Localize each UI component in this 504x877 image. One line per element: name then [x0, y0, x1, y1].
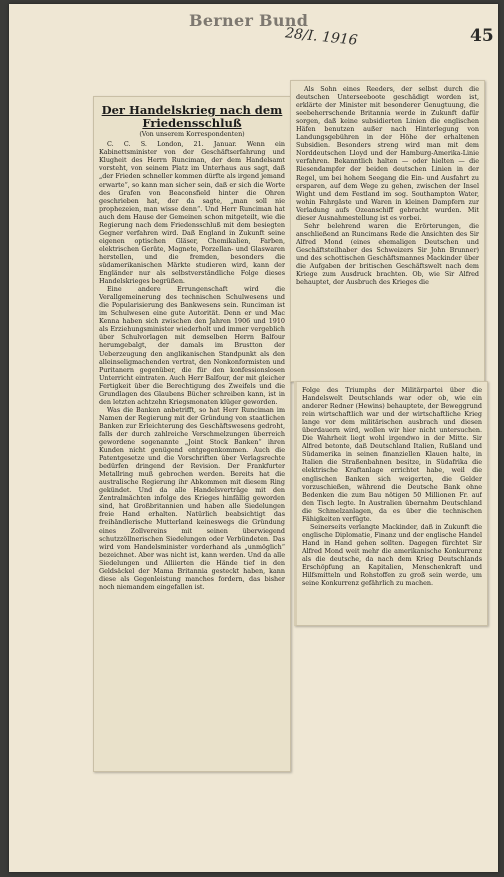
paragraph: Seinerseits verlangte Mackinder, daß in Zukunft die englische Diplomatie, Finanz und der englische Handel Hand in Hand gehen sollten. Dagegen fürchtet Sir Alfred Mond weit mehr die amerikanische Konkurrenz als die deutsche, da nach dem Krieg Deutschlands Erschöpfung an Kapitalien, Menschenkraft und Hilfsmitteln und Rohstoffen zu groß sein werde, um seine Konkurrenz gefährlich zu machen. [302, 522, 482, 588]
paragraph: C. C. S. London, 21. Januar. Wenn ein Kabinettsminister von der Geschäftserfahrung und Klugheit des Herrn Runciman, der dem Handelsamt vorsteht, von seinem Platz im Unterhaus aus sagt, daß „der Frieden schneller kommen dürfte als irgend jemand erwarte“, so kann man sicher sein, daß er sich die Worte des Grafen von Beaconsfield hinter die Ohren geschrieben hat, der da sagte, „man soll nie prophezeien, man wisse denn“. Und Herr Runciman hat auch dem Hause der Gemeinen schon mitgeteilt, wie die Regierung nach dem Friedensschluß mit dem besiegten Gegner verfahren wird. Daß England in Zukunft seine eigenen optischen Gläser, Chemikalien, Farben, elektrischen Geräte, Magnete, Porzellan- und Glaswaren herstellen, und die fremden, besonders die südamerikanischen Märkte studieren wird, kann der Engländer nur als selbstverständliche Folge dieses Handelskrieges begrüßen. [99, 140, 285, 286]
paragraph: Sehr belehrend waren die Erörterungen, die anschließend an Runcimans Rede die Ansichten des Sir Alfred Mond (eines ehemaligen Deutschen und Geschäftsteilhaber des Schweizers Sir John Brunner) und des schottischen Geschäftsmannes Mackinder über die Aufgaben der britischen Geschäftswelt nach dem Kriege zum Ausdruck brachten. Ob, wie Sir Alfred behauptet, der Ausbruch des Krieges die [296, 221, 479, 287]
article-title [99, 104, 285, 129]
clipping-left-column [93, 96, 291, 772]
article-byline: (Von unserem Korrespondenten) [139, 130, 245, 139]
article-column-3 [302, 386, 482, 622]
paragraph: Was die Banken anbetrifft, so hat Herr Runciman im Namen der Regierung mit der Gründung von staatlichen Banken zur Erleichterung des Geschäftswesens gedroht, falls der durch zahlreiche Verschmelzungen überreich gewordene sogenannte „Joint Stock Banken“ ihren Kunden nicht genügend entgegenkommen. Auch die Patentgesetze und die Vorschriften über Verlagsrechte bedürfen dringend der Revision. Der Frankfurter Metallring muß gebrochen werden. Bereits hat die australische Regierung ihr Abkommen mit diesem Ring gekündet. Und da alle Handelsverträge mit den Zentralmächten infolge des Krieges hinfällig geworden sind, hat Großbritannien und haben alle Siedelungen freie Hand erhalten. Natürlich beabsichtigt das freihändlerische Mutterland keineswegs die Gründung eines Zollvereins mit seinen überwiegend schutzzöllnerischen Siedelungen oder Verbündeten. Das wird vom Handelsminister vorderhand als „unmöglich“ bezeichnet. Aber was nicht ist, kann werden. Und da alle Siedelungen und Alliierten die Hände tief in den Geldsäckel der Mama Britannia gesteckt haben, kann diese als Gegenleistung manches fordern, das bisher noch niemandem eingefallen ist. [99, 405, 285, 591]
article-column-2 [296, 85, 479, 378]
handwritten-date: 28/I. 1916 [284, 25, 359, 49]
clipping-right-bottom [294, 381, 488, 626]
paragraph: Folge des Triumphs der Militärpartei über die Handelswelt Deutschlands war oder ob, wie ein anderer Redner (Hewins) behauptete, der Beweggrund rein wirtschaftlich war und der wirtschaftliche Krieg lange vor dem militärischen ausbrach und diesen überdauern wird, wollen wir hier nicht untersuchen. Die Wahrheit liegt wohl irgendwo in der Mitte. Sir Alfred betonte, daß Deutschland Italien, Rußland und Südamerika in seinen finanziellen Klauen halte, in Italien die Straßenbahnen besitze, in Südafrika die elektrische Kraftanlage errichtet habe, weil die englischen Banken sich weigerten, die Gelder vorzuschießen, während die Deutsche Bank ohne Bedenken die zum Bau nötigen 50 Millionen Fr. auf den Tisch legte. In Australien übernahm Deutschland die Schmelzanlagen, da es über die technischen Fähigkeiten verfügte. [302, 386, 482, 523]
article-title-line-1: Der Handelskrieg nach dem [101, 103, 283, 117]
paragraph: Eine andere Errungenschaft wird die Verallgemeinerung des technischen Schulwesens und die Popularisierung des Bankwesens sein. Runciman ist im Schulwesen eine gute Autorität. Denn er und Mac Kenna haben sich zwischen den Jahren 1906 und 1910 als Erziehungsminister wiederholt und immer vergeblich über Schulvorlagen mit demselben Herrn Balfour herumgebalgt, der damals im Brustton der Ueberzeugung den anglikanischen Standpunkt als den alleinseligmachenden vertrat, den Nonkonformisten und Puritanern gegenüber, die für den konfessionslosen Unterricht eintraten. Auch Herr Balfour, der mit gleicher Fertigkeit über die Berechtigung des Zweifels und die Grundlagen des Glaubens Bücher schreiben kann, ist in den letzten achtzehn Kriegsmonaten klüger geworden. [99, 285, 285, 406]
newspaper-masthead-stamp: Berner Bund [189, 11, 309, 30]
paragraph: Als Sohn eines Reeders, der selbst durch die deutschen Unterseeboote geschädigt worden ist, erklärte der Minister mit besonderer Genugtuung, die seebeherrschende Britannia werde in Zukunft dafür sorgen, daß keine subsidierten Linien die englischen Häfen benutzen außer nach Hinterlegung von Landungsgebühren in der Höhe der erhaltenen Subsidien. Besonders streng wird man mit dem Norddeutschen Lloyd und der Hamburg-Amerika-Linie verfahren. Bekanntlich halten — oder hielten — die Riesendampfer der beiden deutschen Linien in der Regel, um bei hohem Seegang die Ein- und Ausfahrt zu ersparen, auf dem Wege zu gehen, zwischen der Insel Wight und dem Festland im sog. Southampton Water, wohin Fahrgäste und Waren in kleinen Dampfern zur Verladung aufs Ozeanschiff gebracht wurden. Mit dieser Ausnahmestellung ist es vorbei. [296, 85, 479, 222]
page-number: 45 [470, 26, 494, 46]
article-column-1 [99, 101, 285, 768]
article-title-line-2: Friedensschluß [142, 115, 242, 130]
clipping-right-top [290, 80, 485, 382]
